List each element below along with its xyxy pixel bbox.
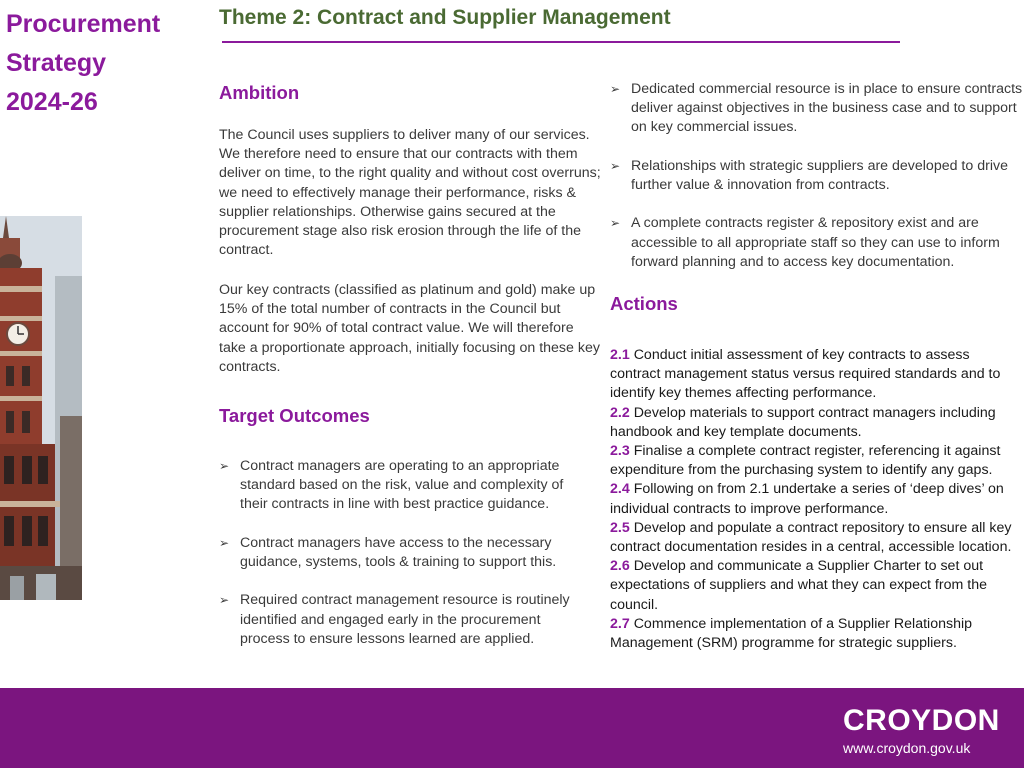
ambition-paragraph-2: Our key contracts (classified as platinum and gold) make up 15% of the total number of contracts in the Council but account for 90% of total contract value. We will therefore take a proportionate approach, initially focusing on these key contracts. [219, 282, 600, 375]
arrow-bullet-icon: ➢ [219, 535, 230, 550]
action-number: 2.6 [610, 558, 630, 575]
arrow-bullet-icon: ➢ [219, 459, 230, 473]
list-item [610, 80, 1024, 138]
objective-text: Dedicated commercial resource is in place to ensure contracts deliver against objectives in the business case and to support on key commercial issues. [631, 81, 1023, 136]
action-item [610, 346, 1022, 404]
target-outcomes-heading: Target Outcomes [219, 405, 370, 426]
action-number: 2.7 [610, 615, 630, 632]
target-outcomes-list [219, 457, 591, 649]
list-item [219, 534, 591, 572]
title-divider [222, 41, 900, 43]
strategy-title-line-3: 2024-26 [6, 88, 98, 116]
action-number: 2.1 [610, 347, 630, 363]
arrow-bullet-icon: ➢ [610, 158, 621, 173]
arrow-bullet-icon: ➢ [610, 82, 621, 96]
theme-title: Theme 2: Contract and Supplier Management [219, 6, 671, 29]
strategy-title-line-1: Procurement [6, 10, 161, 38]
action-item [610, 615, 1022, 653]
list-item [610, 214, 1024, 272]
action-number: 2.4 [610, 481, 630, 498]
outcome-text: Contract managers are operating to an appropriate standard based on the risk, value and complexity of their contracts in line with best practice guidance. [240, 458, 564, 513]
action-item [610, 557, 1022, 615]
list-item [219, 457, 591, 515]
strategy-title [6, 5, 206, 122]
ambition-heading: Ambition [219, 82, 300, 103]
action-text: Develop and populate a contract repository to ensure all key contract documentation resides in a central, accessible location. [610, 519, 1012, 556]
croydon-logo: CROYDON [843, 704, 1000, 737]
list-item [219, 591, 591, 649]
actions-heading: Actions [610, 293, 678, 314]
action-item [610, 480, 1022, 518]
action-text: Following on from 2.1 undertake a series of ‘deep dives’ on individual contracts to improve performance. [610, 481, 1004, 517]
action-item [610, 442, 1022, 480]
actions-list [610, 346, 1022, 653]
action-text: Finalise a complete contract register, referencing it against expenditure from the purchasing system to identify any gaps. [610, 443, 1001, 479]
strategy-title-line-2: Strategy [6, 49, 107, 77]
action-item [610, 519, 1022, 557]
action-text: Commence implementation of a Supplier Relationship Management (SRM) programme for strategic suppliers. [610, 615, 972, 652]
arrow-bullet-icon: ➢ [610, 216, 621, 231]
action-item [610, 404, 1022, 442]
ambition-paragraph-1: The Council uses suppliers to deliver many of our services. We therefore need to ensure that our contracts with them deliver on time, to the right quality and without cost overruns; we need to effectively manage their performance, risks & supplier relationships. Otherwise gains secured at the procurement stage also risk erosion through the life of the contract. [219, 127, 601, 259]
objective-text: A complete contracts register & repository exist and are accessible to all appropriate staff so they can use to inform forward planning and to access key documentation. [631, 215, 1000, 270]
action-text: Develop materials to support contract managers including handbook and key template documents. [610, 404, 996, 440]
action-text: Conduct initial assessment of key contracts to assess contract management status versus required standards and to identify key themes affecting performance. [610, 347, 1001, 402]
outcome-text: Contract managers have access to the necessary guidance, systems, tools & training to support this. [240, 534, 557, 570]
action-number: 2.3 [610, 443, 630, 460]
website-link[interactable]: www.croydon.gov.uk [843, 740, 971, 756]
list-item [610, 157, 1024, 195]
outcome-text: Required contract management resource is routinely identified and engaged early in the procurement process to ensure lessons learned are applied. [240, 592, 570, 647]
clock-tower-photo [0, 216, 82, 600]
action-number: 2.2 [610, 404, 630, 421]
objective-text: Relationships with strategic suppliers are developed to drive further value & innovation from contracts. [631, 157, 1008, 193]
action-number: 2.5 [610, 519, 630, 536]
action-text: Develop and communicate a Supplier Charter to set out expectations of suppliers and what they can expect from the council. [610, 558, 987, 613]
objectives-list [610, 80, 1024, 272]
arrow-bullet-icon: ➢ [219, 593, 230, 608]
